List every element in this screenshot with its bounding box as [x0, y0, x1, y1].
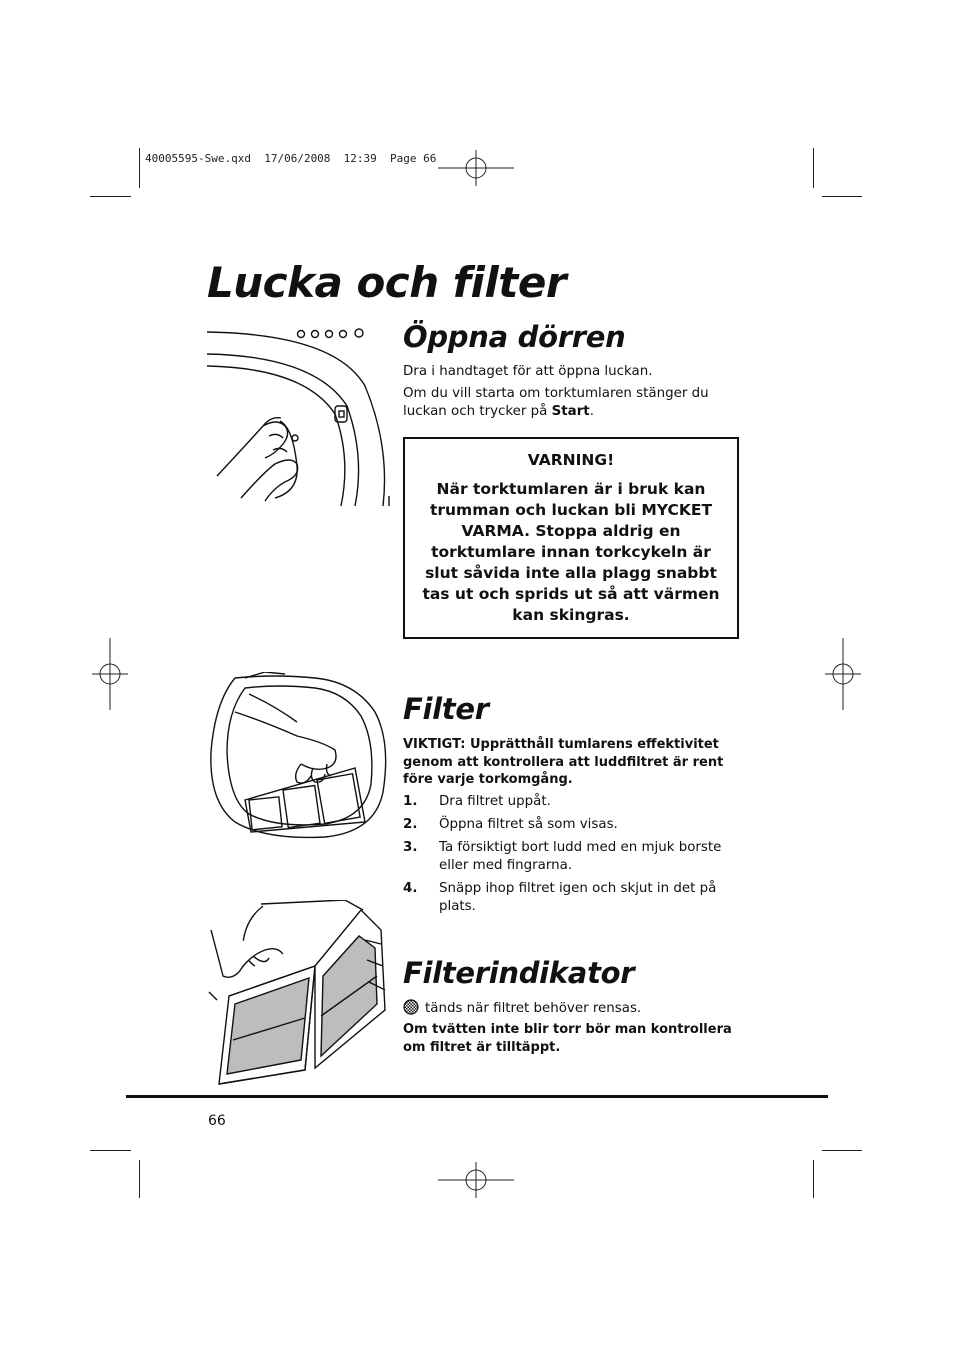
door-opening-illustration	[205, 326, 395, 508]
filter-indicator-icon	[403, 999, 419, 1015]
door-instruction-2-text: Om du vill starta om torktumlaren stänger du luckan och trycker på	[403, 386, 709, 419]
filter-step-text: Snäpp ihop filtret igen och skjut in det på plats.	[439, 881, 717, 914]
filter-step-text: Dra filtret uppåt.	[439, 794, 551, 809]
print-slug: 40005595-Swe.qxd 17/06/2008 12:39 Page 66	[145, 152, 437, 165]
filter-step	[403, 880, 743, 916]
filter-steps-list	[403, 793, 743, 921]
door-instruction-2-end: .	[589, 404, 594, 419]
filter-open-illustration	[205, 900, 391, 1086]
filter-step	[403, 816, 743, 834]
indicator-text	[403, 999, 743, 1018]
filter-step-text: Ta försiktigt bort ludd med en mjuk borste eller med fingrarna.	[439, 840, 722, 873]
filter-removal-illustration	[205, 672, 391, 844]
indicator-line-2: Om tvätten inte blir torr bör man kontrollera om filtret är tilltäppt.	[403, 1022, 732, 1055]
page-number: 66	[208, 1113, 226, 1129]
filter-heading: Filter	[403, 692, 489, 726]
door-instruction-1: Dra i handtaget för att öppna luckan.	[403, 364, 653, 379]
filter-step	[403, 839, 743, 875]
indicator-heading: Filterindikator	[403, 956, 635, 990]
filter-step-number: 3.	[403, 840, 418, 855]
warning-text: När torktumlaren är i bruk kan trumman och luckan bli MYCKET VARMA. Stoppa aldrig en torktumlare innan torkcykeln är slut såvida inte alla plagg snabbt tas ut och sprids ut så att värmen kan skingras.	[422, 480, 720, 624]
indicator-line-1: tänds när filtret behöver rensas.	[425, 1001, 642, 1016]
filter-step-number: 4.	[403, 881, 418, 896]
filter-step	[403, 793, 743, 811]
door-instruction-2	[403, 385, 733, 421]
footer-rule	[126, 1095, 828, 1098]
registration-mark-right	[823, 636, 863, 712]
warning-title: VARNING!	[527, 451, 615, 469]
warning-box	[403, 437, 739, 639]
filter-important-note: VIKTIGT: Upprätthåll tumlarens effektivitet genom att kontrollera att luddfiltret är rent före varje torkomgång.	[403, 737, 724, 787]
registration-mark-bottom	[436, 1160, 516, 1200]
registration-mark-left	[90, 636, 130, 712]
page-title: Lucka och filter	[207, 258, 567, 307]
registration-mark-top	[436, 148, 516, 188]
filter-step-number: 1.	[403, 794, 418, 809]
filter-step-text: Öppna filtret så som visas.	[439, 817, 618, 832]
start-button-reference: Start	[551, 404, 590, 419]
filter-step-number: 2.	[403, 817, 418, 832]
door-heading: Öppna dörren	[403, 320, 626, 354]
